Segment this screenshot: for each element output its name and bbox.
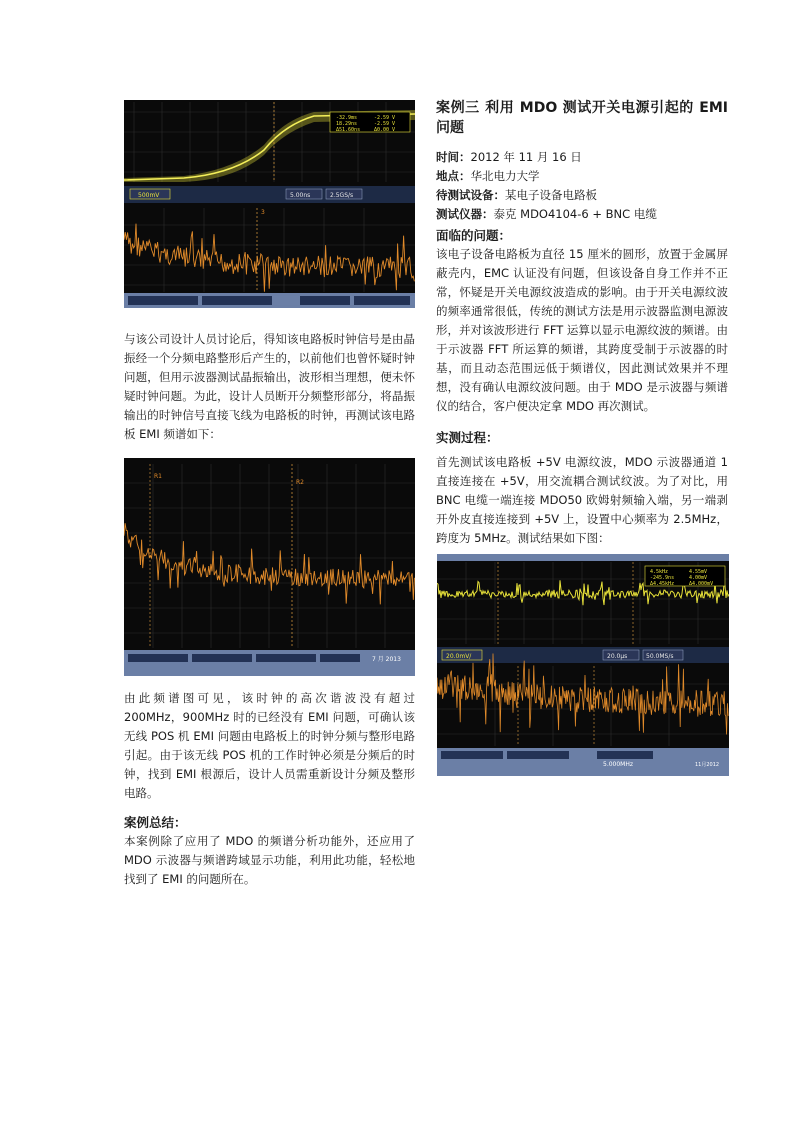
scope1-timebase: 5.00ns bbox=[290, 192, 311, 199]
dut-value: 某电子设备电路板 bbox=[505, 188, 597, 202]
summary-paragraph: 本案例除了应用了 MDO 的频谱分析功能外，还应用了 MDO 示波器与频谱跨域显示功能，利用此功能，轻松地找到了 EMI 的问题所在。 bbox=[124, 834, 415, 886]
scope-screenshot-emi-spectrum bbox=[124, 458, 415, 676]
left-paragraph-2 bbox=[124, 689, 415, 889]
scope3-timebase: 20.0μs bbox=[607, 653, 628, 660]
scope3-readout-1: 4.5kHz bbox=[650, 569, 669, 575]
left-paragraph-1 bbox=[124, 330, 415, 444]
summary-heading: 案例总结： bbox=[124, 815, 187, 830]
scope2-date: 7 月 2013 bbox=[372, 656, 401, 663]
problem-heading: 面临的问题： bbox=[436, 228, 512, 243]
scope1-readout-2: -2.59 V bbox=[374, 115, 396, 121]
scope1-readout-6: Δ0.00 V bbox=[374, 127, 396, 133]
scope3-span: 5.000MHz bbox=[603, 761, 634, 768]
scope1-readout-4: -2.59 V bbox=[374, 121, 396, 127]
scope3-readout-4: 4.00mV bbox=[689, 575, 708, 581]
scope-screenshot-time-and-spectrum bbox=[124, 100, 415, 308]
scope1-freq-marker: 3 bbox=[261, 209, 265, 216]
scope1-readout-3: 18.29ns bbox=[336, 121, 358, 127]
meta-time bbox=[436, 148, 728, 167]
scope1-readout-5: Δ51.60ns bbox=[336, 127, 361, 133]
dut-label: 待测试设备： bbox=[436, 188, 505, 202]
time-value: 2012 年 11 月 16 日 bbox=[470, 150, 582, 164]
scope3-readout-6: Δ4.000mV bbox=[689, 581, 714, 587]
discussion-paragraph: 与该公司设计人员讨论后，得知该电路板时钟信号是由晶振经一个分频电路整形后产生的，以前他们也曾怀疑时钟问题，但用示波器测试晶振输出，波形相当理想，便未怀疑时钟问题。为此，设计人员断开分频整形部分，将晶振输出的时钟信号直接飞线为电路板的时钟，再测试该电路板 EMI 频谱如下： bbox=[124, 332, 415, 441]
scope3-date: 11月2012 bbox=[695, 762, 720, 768]
scope2-marker-right: R2 bbox=[296, 479, 304, 486]
meta-place bbox=[436, 167, 728, 186]
scope3-readout-2: 4.55mV bbox=[689, 569, 708, 575]
scope1-readout-1: -32.9ms bbox=[336, 115, 358, 121]
time-label: 时间： bbox=[436, 150, 471, 164]
scope3-ch-scale: 20.0mV/ bbox=[446, 653, 472, 660]
scope1-ch-scale: 500mV bbox=[138, 192, 160, 199]
right-column bbox=[436, 98, 728, 548]
process-paragraph: 首先测试该电路板 +5V 电源纹波，MDO 示波器通道 1 直接连接在 +5V，用交流耦合测试纹波。为了对比，用 BNC 电缆一端连接 MDO50 欧姆射频输入端，另一端剥开外皮直接连接到 +5V 上，设置中心频率为 2.5MHz，跨度为 5MHz。测试结果如下图： bbox=[436, 455, 728, 545]
conclusion-paragraph: 由此频谱图可见，该时钟的高次谐波没有超过 200MHz，900MHz 时的已经没有 EMI 问题，可确认该无线 POS 机 EMI 问题由电路板上的时钟分频与整形电路引起。由于该无线 POS 机的工作时钟必须是分频后的时钟，找到 EMI 根源后，设计人员需重新设计分频及整形电路。 bbox=[124, 691, 415, 800]
instrument-value: 泰克 MDO4104-6 + BNC 电缆 bbox=[493, 207, 657, 221]
place-label: 地点： bbox=[436, 169, 471, 183]
scope-screenshot-ripple bbox=[437, 554, 729, 776]
scope3-rate: 50.0MS/s bbox=[646, 653, 674, 660]
scope2-marker-left: R1 bbox=[154, 473, 162, 480]
instrument-label: 测试仪器： bbox=[436, 207, 494, 221]
scope3-readout-3: -245.9ns bbox=[650, 575, 675, 581]
meta-instrument bbox=[436, 205, 728, 224]
meta-dut bbox=[436, 186, 728, 205]
scope3-readout-5: Δ4.45kHz bbox=[650, 581, 675, 587]
place-value: 华北电力大学 bbox=[470, 169, 540, 183]
case-three-title: 案例三 利用 MDO 测试开关电源引起的 EMI 问题 bbox=[436, 100, 728, 136]
scope1-rate: 2.5GS/s bbox=[330, 192, 354, 199]
process-heading: 实测过程： bbox=[436, 430, 499, 445]
problem-paragraph: 该电子设备电路板为直径 15 厘米的圆形，放置于金属屏蔽壳内，EMC 认证没有问题，但该设备自身工作并不正常，怀疑是开关电源纹波造成的影响。由于开关电源纹波的频率通常很低，传统的测试方法是用示波器监测电源波形，并对该波形进行 FFT 运算以显示电源纹波的频谱。由于示波器 FFT 所运算的频谱，其跨度受制于示波器的时基，而且动态范围远低于频谱仪，因此测试效果并不理想，没有确认电源纹波问题。由于 MDO 是示波器与频谱仪的结合，客户便决定拿 MDO 再次测试。 bbox=[436, 247, 728, 413]
